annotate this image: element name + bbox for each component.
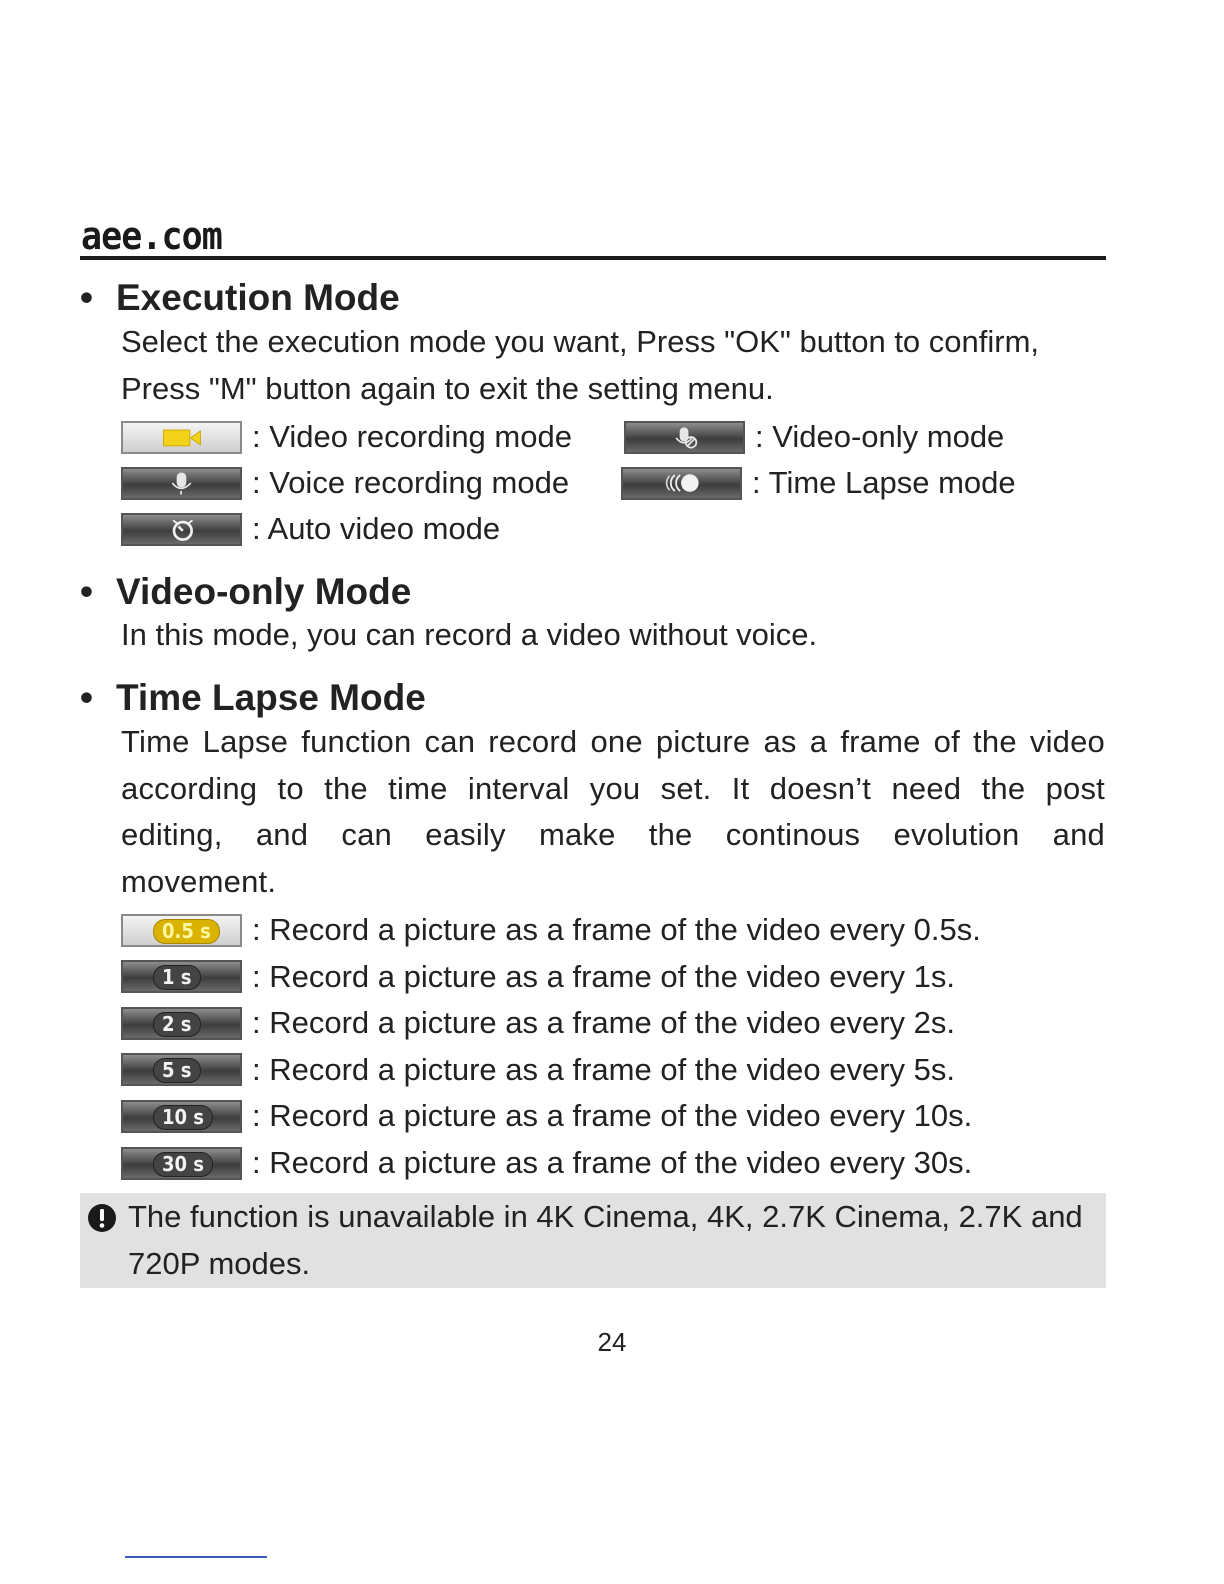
footer-divider [125, 1556, 267, 1558]
exclamation-icon [87, 1203, 117, 1233]
interval-badge-icon [121, 1147, 242, 1180]
interval-badge-text: 30 s [153, 1152, 213, 1177]
note-box [80, 1193, 1106, 1288]
interval-label: : Record a picture as a frame of the video every 10s. [252, 1098, 973, 1134]
execution-mode-title: Execution Mode [116, 277, 400, 318]
mode-row-time-lapse [621, 463, 1016, 503]
interval-badge-text: 5 s [153, 1058, 201, 1083]
page-number: 24 [597, 1327, 627, 1357]
interval-label: : Record a picture as a frame of the video every 5s. [252, 1051, 956, 1087]
video-only-mode-title: Video-only Mode [116, 571, 412, 612]
time-lapse-mode-title: Time Lapse Mode [116, 677, 426, 718]
mode-label: : Video recording mode [252, 419, 572, 454]
interval-label: : Record a picture as a frame of the video every 30s. [252, 1145, 973, 1180]
mode-label: : Auto video mode [252, 511, 501, 546]
mode-row-auto-video [121, 509, 500, 549]
bullet: • [80, 677, 93, 718]
interval-badge-text: 2 s [153, 1012, 201, 1037]
muted-microphone-icon [624, 421, 745, 454]
microphone-icon [121, 467, 242, 500]
interval-badge-icon [121, 960, 242, 993]
mode-label: : Video-only mode [755, 419, 1005, 454]
mode-row-video-recording [121, 417, 572, 457]
time-lapse-mode-description: Time Lapse function can record one picture as a frame of the video according to the time interval you set. It doesn’t need the post editing, and can easily make the continous evolution and movement. [121, 724, 1105, 899]
section-title-execution-mode [80, 277, 400, 319]
interval-badge-icon [121, 914, 242, 947]
mode-row-video-only [624, 417, 1004, 457]
interval-row [121, 1143, 972, 1183]
interval-badge-text: 10 s [153, 1105, 213, 1130]
bullet: • [80, 277, 93, 318]
section-title-video-only-mode [80, 571, 411, 613]
brand-logo-text: aee.com [81, 214, 222, 258]
mode-row-voice-recording [121, 463, 569, 503]
page-header [80, 212, 1106, 260]
section-title-time-lapse-mode [80, 677, 426, 719]
interval-row [121, 957, 955, 997]
interval-row [121, 1050, 955, 1090]
interval-badge-icon [121, 1007, 242, 1040]
interval-badge-text: 0.5 s [153, 919, 220, 944]
mode-label: : Time Lapse mode [752, 465, 1016, 500]
interval-label: : Record a picture as a frame of the video every 0.5s. [252, 912, 981, 947]
note-text: The function is unavailable in 4K Cinema, 4K, 2.7K Cinema, 2.7K and 720P modes. [128, 1199, 1083, 1281]
interval-row [121, 1096, 972, 1136]
interval-label: : Record a picture as a frame of the video every 2s. [252, 1005, 956, 1041]
video-only-mode-description: In this mode, you can record a video without voice. [121, 617, 818, 652]
video-camera-icon [121, 421, 242, 454]
interval-badge-icon [121, 1053, 242, 1086]
bullet: • [80, 571, 93, 612]
self-timer-icon [121, 513, 242, 546]
interval-row [121, 1003, 955, 1043]
interval-label: : Record a picture as a frame of the video every 1s. [252, 958, 956, 994]
interval-badge-text: 1 s [153, 965, 201, 990]
execution-mode-description: Select the execution mode you want, Press "OK" button to confirm, Press "M" button again to exit the setting menu. [121, 324, 1040, 406]
interval-badge-icon [121, 1100, 242, 1133]
interval-row [121, 910, 981, 950]
time-lapse-icon [621, 467, 742, 500]
mode-label: : Voice recording mode [252, 465, 570, 500]
